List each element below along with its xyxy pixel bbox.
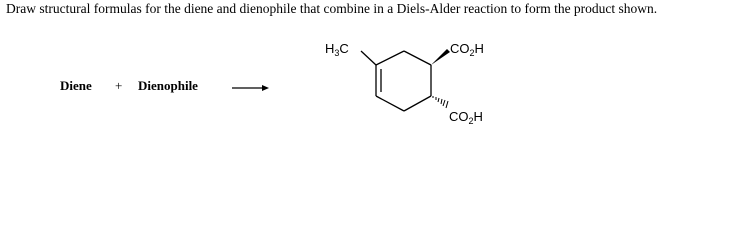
question-text: Draw structural formulas for the diene and dienophile that combine in a Diels-Alder reaction to form the product shown.: [6, 1, 658, 16]
wedge-bond: [431, 49, 450, 65]
cyclohexene-ring: [376, 51, 431, 111]
plus-sign: +: [115, 78, 123, 93]
methyl-bond: [361, 51, 376, 65]
top-co2h-label: $CO_2H$: [450, 41, 484, 58]
diene-label: Diene: [60, 78, 92, 93]
hashed-bond: [433, 96, 448, 108]
bottom-co2h-label: $CO_2H$: [449, 109, 483, 126]
right-arrow-icon: [232, 85, 269, 91]
dienophile-label: Dienophile: [138, 78, 198, 93]
methyl-label: $H_3C$: [325, 41, 349, 58]
